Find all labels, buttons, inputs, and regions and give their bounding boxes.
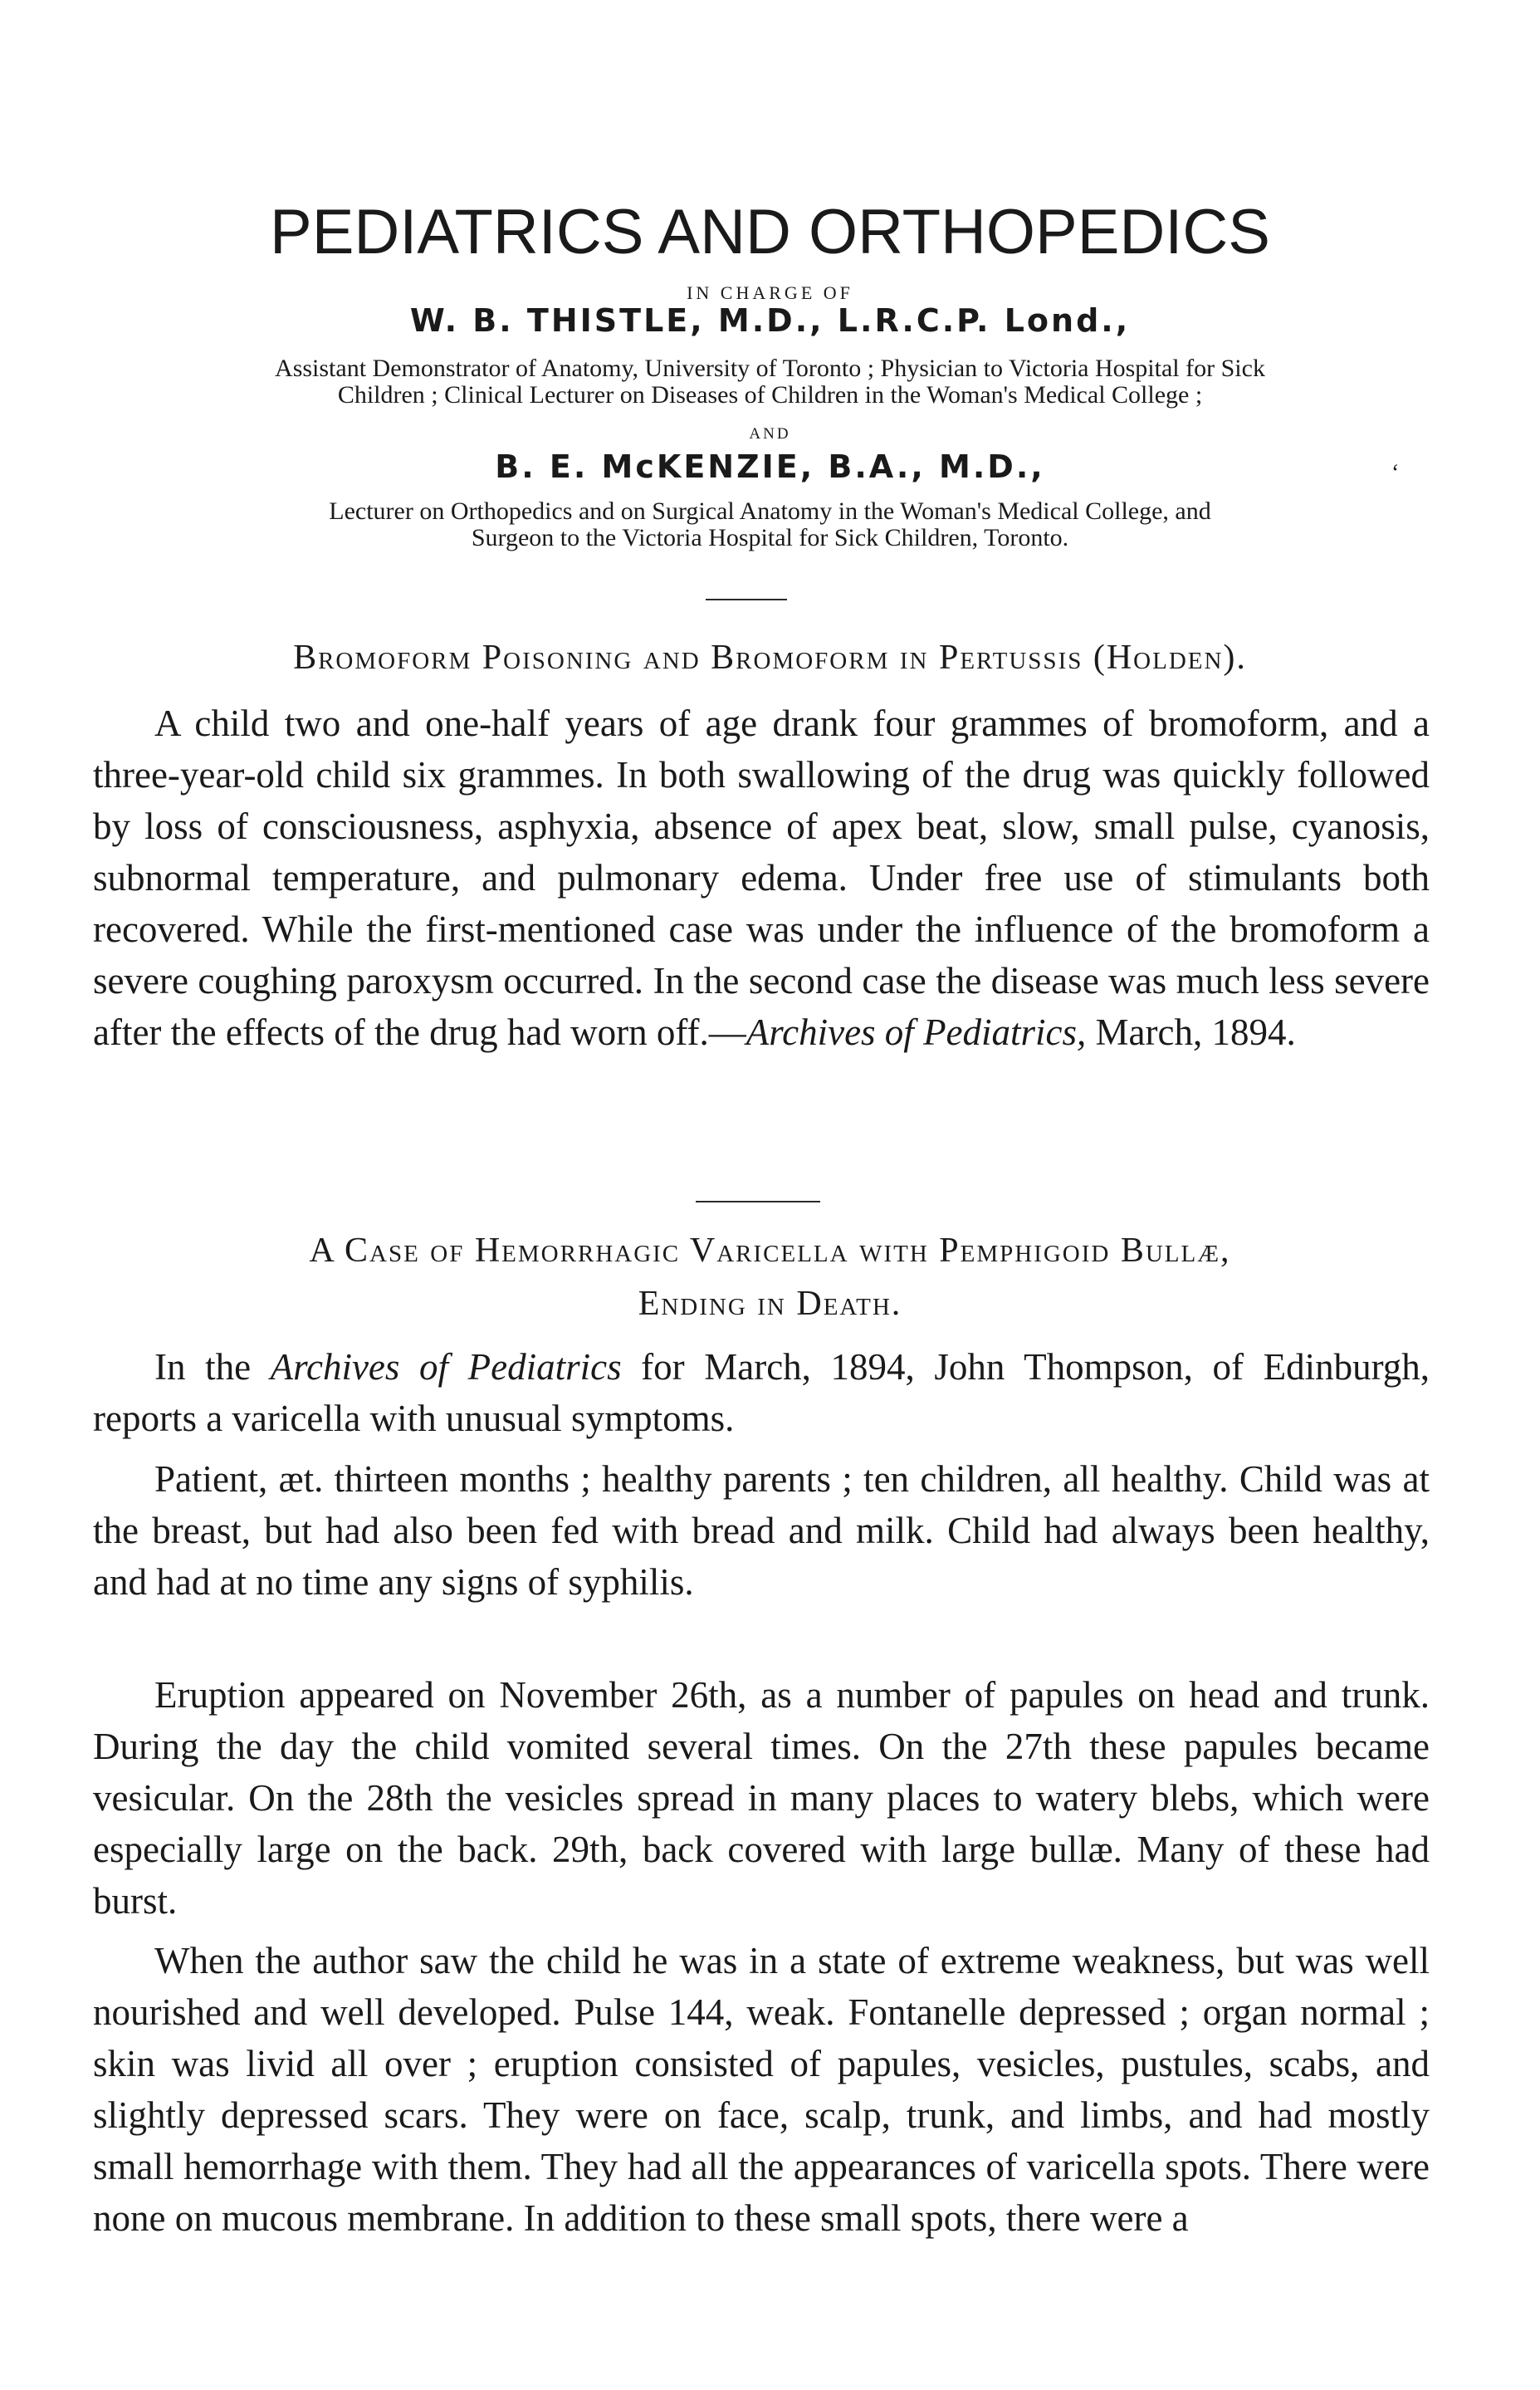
article-2-paragraph-1 — [93, 1341, 1430, 1444]
editor-2-credentials-line-2: Surgeon to the Victoria Hospital for Sick Children, Toronto. — [471, 524, 1069, 551]
article-1-heading: Bromoform Poisoning and Bromoform in Pertussis (Holden). — [293, 639, 1247, 677]
article-2-journal: Archives of Pediatrics — [270, 1346, 622, 1388]
stray-mark: ‘ — [1391, 460, 1400, 486]
editor-1-credentials — [0, 355, 1540, 409]
editor-1-name: W. B. THISTLE, M.D., L.R.C.P. Lond., — [409, 302, 1131, 339]
article-1-source: Archives of Pediatrics, — [746, 1011, 1087, 1053]
editor-2-credentials-line-1: Lecturer on Orthopedics and on Surgical Anatomy in the Woman's Medical College, and — [329, 497, 1211, 525]
article-1-paragraph — [93, 698, 1430, 1058]
article-2-para1-post: for March, 1894, John Thompson, of Edinburgh, reports a varicella with unusual symptoms. — [93, 1346, 1430, 1439]
article-2-paragraph-4: When the author saw the child he was in a state of extreme weakness, but was well nourished and well developed. Pulse 144, weak. Fontanelle depressed ; organ normal ; skin was livid all over ; eruption consisted of papules, vesicles, pustules, scabs, and slightly depressed scars. They were on face, scalp, trunk, and limbs, and had mostly small hemorrhage with them. They had all the appearances of varicella spots. There were none on mucous membrane. In addition to these small spots, there were a — [93, 1940, 1430, 2239]
in-charge-of-label: IN CHARGE OF — [687, 282, 853, 303]
article-2-para1-pre: In the — [154, 1346, 271, 1388]
editor-2-credentials — [0, 498, 1540, 551]
article-2-heading — [0, 1224, 1540, 1330]
section-divider — [706, 599, 787, 600]
editor-2-name: B. E. McKENZIE, B.A., M.D., — [495, 448, 1045, 485]
article-1-text: A child two and one-half years of age drank four grammes of bromoform, and a three-year-old child six grammes. In both swallowing of the drug was quickly followed by loss of consciousness, asphyxia, absence of apex beat, slow, small pulse, cyanosis, subnormal temperature, and pulmonary edema. Under free use of stimulants both recovered. While the first-mentioned case was under the influence of the bromoform a severe coughing paroxysm occurred. In the second case the disease was much less severe after the effects of the drug had worn off.— — [93, 703, 1430, 1053]
section-title: PEDIATRICS AND ORTHOPEDICS — [270, 197, 1270, 267]
article-1-date: March, 1894. — [1086, 1011, 1296, 1053]
and-separator: AND — [749, 425, 791, 443]
editor-1-credentials-line-1: Assistant Demonstrator of Anatomy, University of Toronto ; Physician to Victoria Hospital for Sick — [275, 355, 1265, 382]
article-2-paragraph-3: Eruption appeared on November 26th, as a number of papules on head and trunk. During the day the child vomited several times. On the 27th these papules became vesicular. On the 28th the vesicles spread in many places to watery blebs, which were especially large on the back. 29th, back covered with large bullæ. Many of these had burst. — [93, 1674, 1430, 1922]
article-2-paragraph-2: Patient, æt. thirteen months ; healthy parents ; ten children, all healthy. Child was at the breast, but had also been fed with bread and milk. Child had always been healthy, and had at no time any signs of syphilis. — [93, 1458, 1430, 1603]
article-2-heading-line-1: A Case of Hemorrhagic Varicella with Pemphigoid Bullæ, — [309, 1232, 1231, 1270]
article-divider — [696, 1201, 820, 1202]
editor-1-credentials-line-2: Children ; Clinical Lecturer on Diseases of Children in the Woman's Medical College ; — [337, 381, 1203, 409]
article-2-heading-line-2: Ending in Death. — [638, 1285, 902, 1323]
